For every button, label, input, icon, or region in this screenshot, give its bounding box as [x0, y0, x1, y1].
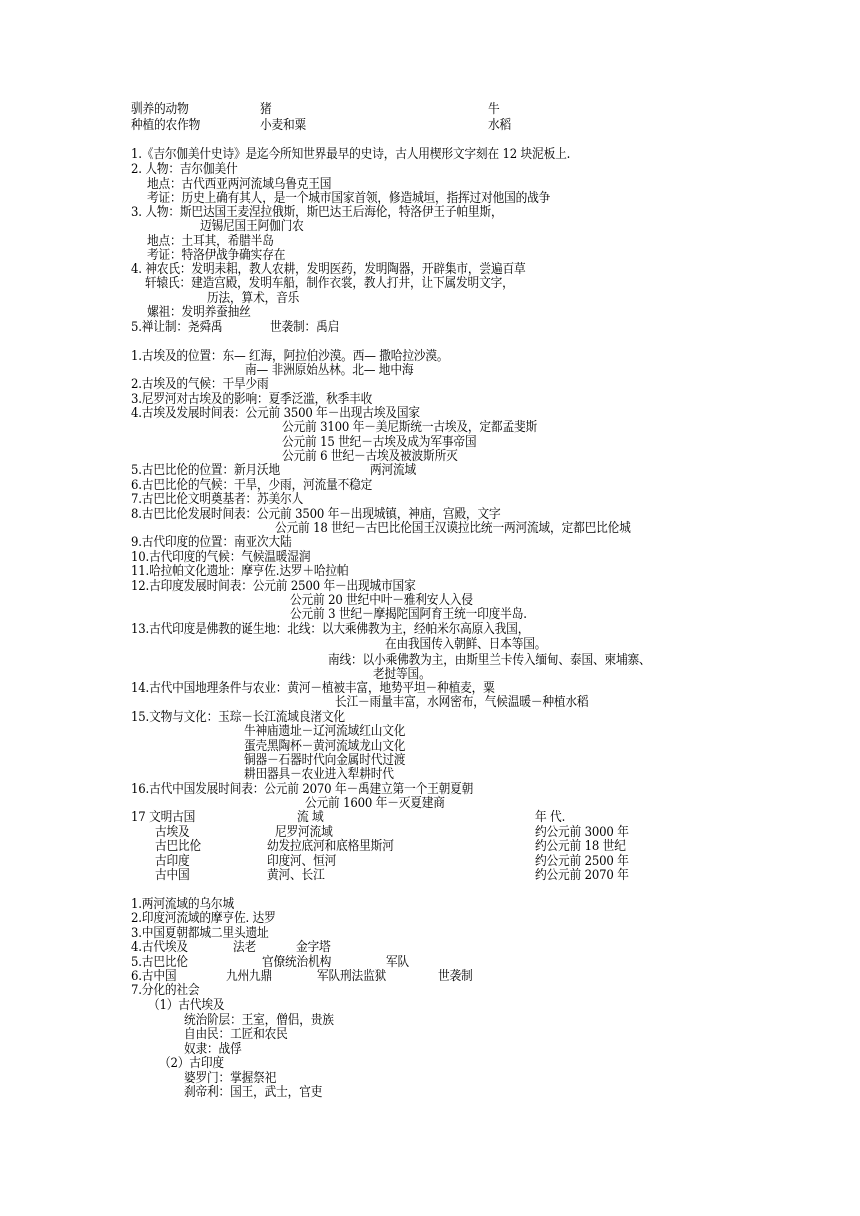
s1-line-8: 考证：特洛伊战争确实存在: [147, 248, 286, 263]
s3-line-6c: 军队刑法监狱: [317, 969, 387, 984]
s3-line-6d: 世袭制: [438, 969, 473, 984]
crops-col1: 小麦和粟: [260, 118, 307, 133]
s2-line-20: 13.古代印度是佛教的诞生地：北线：以大乘佛教为主，经帕米尔高原入我国，: [131, 622, 530, 637]
s2-line-25: 长江－雨量丰富，水网密布，气候温暖－种植水稻: [335, 695, 589, 710]
civ-row-name: 古印度: [155, 854, 190, 869]
s1-line-13b: 世袭制：禹启: [270, 320, 340, 335]
s2-line-16: 11.哈拉帕文化遗址：摩亨佐.达罗＋哈拉帕: [131, 564, 349, 579]
s2-line-14: 9.古代印度的位置：南亚次大陆: [131, 535, 292, 550]
s2-line-8: 公元前 6 世纪－古埃及被波斯所灭: [282, 449, 458, 464]
s2-line-9a: 5.古巴比伦的位置：新月沃地: [131, 463, 281, 478]
civ-row-era: 约公元前 2070 年: [535, 868, 629, 883]
s3-line-6a: 6.古中国: [131, 969, 177, 984]
s3-line-7: 7.分化的社会: [131, 983, 200, 998]
civ-row-era: 约公元前 2500 年: [535, 854, 629, 869]
s2-line-23: 老挝等国。: [373, 667, 431, 682]
s3-line-10: 自由民：工匠和农民: [184, 1027, 288, 1042]
s1-line-7: 地点：土耳其，希腊半岛: [147, 234, 274, 249]
s3-line-4b: 法老: [233, 940, 257, 955]
s2-line-7: 公元前 15 世纪－古埃及成为军事帝国: [282, 435, 477, 450]
civ-header-name: 17 文明古国: [131, 810, 196, 825]
s3-line-13: 婆罗门：掌握祭祀: [184, 1071, 277, 1086]
s1-line-5: 3. 人物：斯巴达国王麦涅拉俄斯，斯巴达王后海伦，特洛伊王子帕里斯，: [131, 205, 503, 220]
civ-row-basin: 印度河、恒河: [267, 854, 337, 869]
s2-line-26: 15.文物与文化：玉琮－长江流域良渚文化: [131, 710, 345, 725]
s3-line-4a: 4.古代埃及: [131, 940, 188, 955]
animals-col1: 猪: [260, 102, 272, 117]
s3-line-2: 2.印度河流域的摩亨佐. 达罗: [131, 911, 276, 926]
s2-line-9b: 两河流域: [370, 463, 417, 478]
s3-line-6b: 九州九鼎: [226, 969, 273, 984]
s3-line-3: 3.中国夏朝都城二里头遗址: [131, 926, 269, 941]
s2-line-6: 公元前 3100 年－美尼斯统一古埃及，定都孟斐斯: [282, 420, 538, 435]
s2-line-1: 1.古埃及的位置：东— 红海，阿拉伯沙漠。西— 撒哈拉沙漠。: [131, 349, 449, 364]
s3-line-12: （2）古印度: [159, 1056, 224, 1071]
s2-line-22: 南线：以小乘佛教为主，由斯里兰卡传入缅甸、泰国、柬埔寨、: [328, 653, 651, 668]
s3-line-9: 统治阶层：王室，僧侣，贵族: [184, 1013, 334, 1028]
s2-line-17: 12.古印度发展时间表：公元前 2500 年－出现城市国家: [131, 579, 416, 594]
civ-row-basin: 幼发拉底河和底格里斯河: [267, 839, 394, 854]
s2-line-5: 4.古埃及发展时间表：公元前 3500 年－出现古埃及国家: [131, 406, 420, 421]
s1-line-9: 4. 神农氏：发明耒耜，教人农耕，发明医药，发明陶器，开辟集市，尝遍百草: [131, 262, 526, 277]
civ-row-basin: 尼罗河流域: [275, 825, 333, 840]
s3-line-1: 1.两河流域的乌尔城: [131, 897, 234, 912]
s2-line-3: 2.古埃及的气候：干旱少雨: [131, 377, 269, 392]
s3-line-5a: 5.古巴比伦: [131, 955, 188, 970]
s2-line-11: 7.古巴比伦文明奠基者：苏美尔人: [131, 492, 304, 507]
animals-label: 驯养的动物: [131, 102, 189, 117]
civ-row-name: 古巴比伦: [155, 839, 202, 854]
s2-line-12: 8.古巴比伦发展时间表：公元前 3500 年－出现城镇，神庙，宫殿，文字: [131, 507, 501, 522]
s2-line-10: 6.古巴比伦的气候：干旱，少雨，河流量不稳定: [131, 478, 373, 493]
s2-line-18: 公元前 20 世纪中叶－雅利安人入侵: [290, 593, 473, 608]
s2-line-27: 牛神庙遗址－辽河流域红山文化: [244, 724, 406, 739]
crops-col2: 水稻: [488, 118, 512, 133]
s2-line-19: 公元前 3 世纪－摩揭陀国阿育王统一印度半岛.: [290, 607, 527, 622]
s1-line-10: 轩辕氏：建造宫殿，发明车船，制作衣裳，教人打井，让下属发明文字，: [145, 276, 514, 291]
s2-line-2: 南— 非洲原始丛林。北— 地中海: [245, 363, 414, 378]
s3-line-5c: 军队: [386, 955, 410, 970]
s1-line-4: 考证：历史上确有其人，是一个城市国家首领，修造城垣，指挥过对他国的战争: [147, 191, 551, 206]
s3-line-5b: 官僚统治机构: [262, 955, 332, 970]
s2-line-4: 3.尼罗河对古埃及的影响：夏季泛滥，秋季丰收: [131, 392, 373, 407]
s2-line-31: 16.古代中国发展时间表：公元前 2070 年－禹建立第一个王朝夏朝: [131, 782, 474, 797]
civ-row-basin: 黄河、长江: [267, 868, 325, 883]
s1-line-6: 迈锡尼国王阿伽门农: [200, 219, 304, 234]
s2-line-29: 铜器－石器时代向金属时代过渡: [244, 753, 406, 768]
s1-line-1: 1.《吉尔伽美什史诗》是迄今所知世界最早的史诗，古人用楔形文字刻在 12 块泥板上.: [131, 147, 571, 162]
s1-line-2: 2. 人物：吉尔伽美什: [131, 162, 238, 177]
civ-row-name: 古中国: [155, 868, 190, 883]
s1-line-3: 地点：古代西亚两河流域乌鲁克王国: [147, 177, 332, 192]
civ-header-basin: 流 域: [297, 810, 324, 825]
s1-line-13a: 5.禅让制：尧舜禹: [131, 320, 223, 335]
s2-line-24: 14.古代中国地理条件与农业：黄河－植被丰富，地势平坦－种植麦，粟: [131, 681, 495, 696]
s2-line-28: 蛋壳黑陶杯－黄河流域龙山文化: [244, 739, 406, 754]
civ-row-name: 古埃及: [155, 825, 190, 840]
s2-line-30: 耕田器具－农业进入犁耕时代: [244, 767, 394, 782]
s2-line-15: 10.古代印度的气候：气候温暖湿润: [131, 550, 311, 565]
s3-line-14: 刹帝利：国王，武士，官吏: [184, 1085, 323, 1100]
s1-line-12: 嫘祖：发明养蚕抽丝: [147, 305, 251, 320]
civ-header-era: 年 代.: [535, 810, 566, 825]
crops-label: 种植的农作物: [131, 118, 201, 133]
s2-line-32: 公元前 1600 年－灭夏建商: [305, 796, 445, 811]
animals-col2: 牛: [488, 102, 500, 117]
s1-line-11: 历法，算术，音乐: [207, 291, 300, 306]
s3-line-8: （1）古代埃及: [148, 998, 225, 1013]
s3-line-4c: 金字塔: [296, 940, 331, 955]
s2-line-13: 公元前 18 世纪－古巴比伦国王汉谟拉比统一两河流域，定都巴比伦城: [275, 521, 631, 536]
s3-line-11: 奴隶：战俘: [184, 1042, 242, 1057]
civ-row-era: 约公元前 18 世纪: [535, 839, 626, 854]
s2-line-21: 在由我国传入朝鲜、日本等国。: [385, 637, 547, 652]
civ-row-era: 约公元前 3000 年: [535, 825, 629, 840]
